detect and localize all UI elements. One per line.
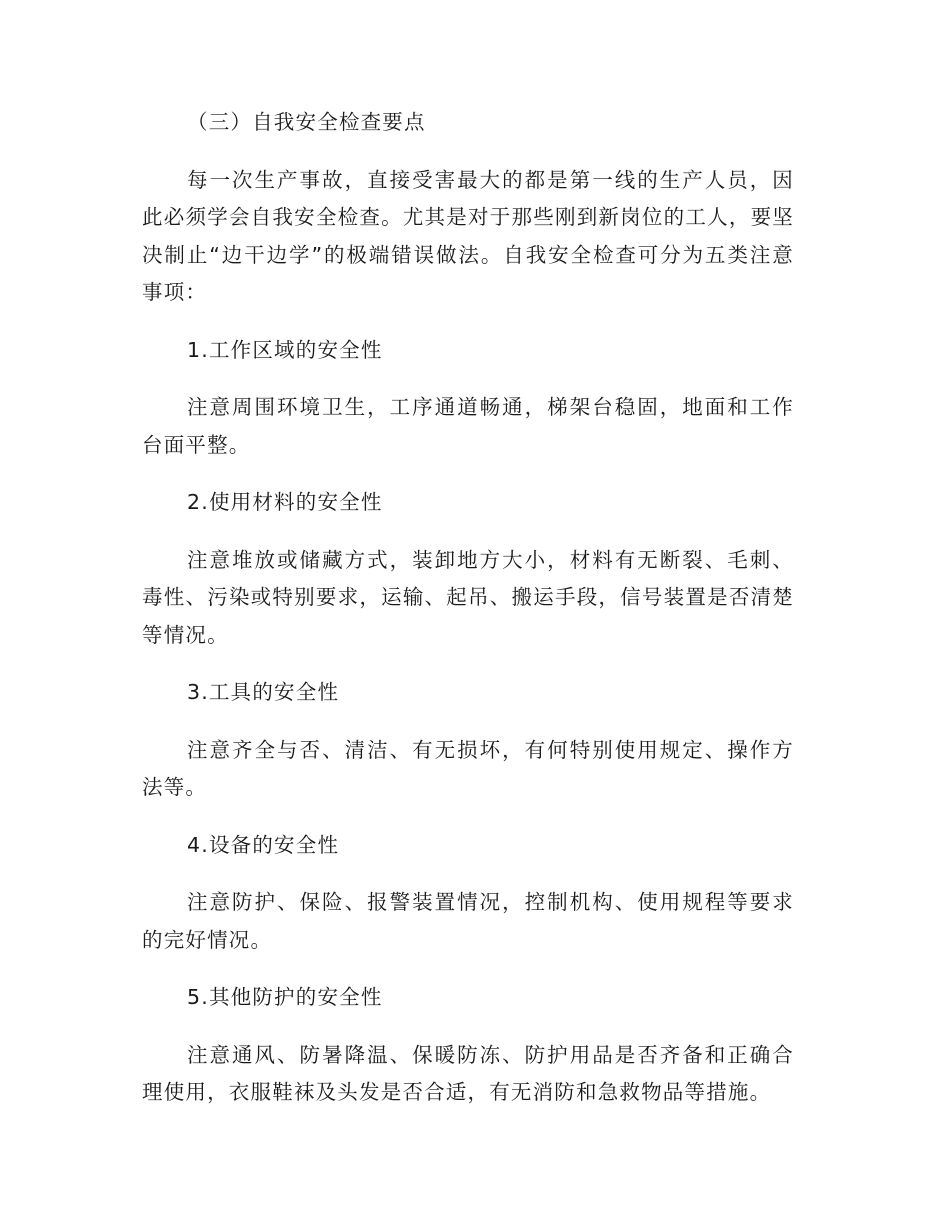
section-title: （三）自我安全检查要点 <box>187 110 426 134</box>
item-heading-1: 1.工作区域的安全性 <box>187 337 383 362</box>
item-body-4: 注意防护、保险、报警装置情况，控制机构、使用规程等要求的完好情况。 <box>142 890 794 952</box>
item-heading-2: 2.使用材料的安全性 <box>187 490 383 514</box>
intro-paragraph: 每一次生产事故，直接受害最大的都是第一线的生产人员，因此必须学会自我安全检查。尤其是对于那些刚到新岗位的工人，要坚决制止“边干边学”的极端错误做法。自我安全检查可分为五类注意事项： <box>142 167 794 304</box>
item-body-3: 注意齐全与否、清洁、有无损坏，有何特别使用规定、操作方法等。 <box>142 737 794 799</box>
item-body-2: 注意堆放或储藏方式，装卸地方大小，材料有无断裂、毛刺、毒性、污染或特别要求，运输、起吊、搬运手段，信号装置是否清楚等情况。 <box>142 547 794 647</box>
item-heading-4: 4.设备的安全性 <box>187 832 340 857</box>
document-body <box>142 104 794 1132</box>
item-heading-3: 3.工具的安全性 <box>187 680 340 704</box>
item-body-1: 注意周围环境卫生，工序通道畅通，梯架台稳固，地面和工作台面平整。 <box>142 395 794 457</box>
item-heading-5: 5.其他防护的安全性 <box>187 985 383 1009</box>
item-body-5: 注意通风、防暑降温、保暖防冻、防护用品是否齐备和正确合理使用，衣服鞋袜及头发是否合适，有无消防和急救物品等措施。 <box>142 1042 794 1104</box>
